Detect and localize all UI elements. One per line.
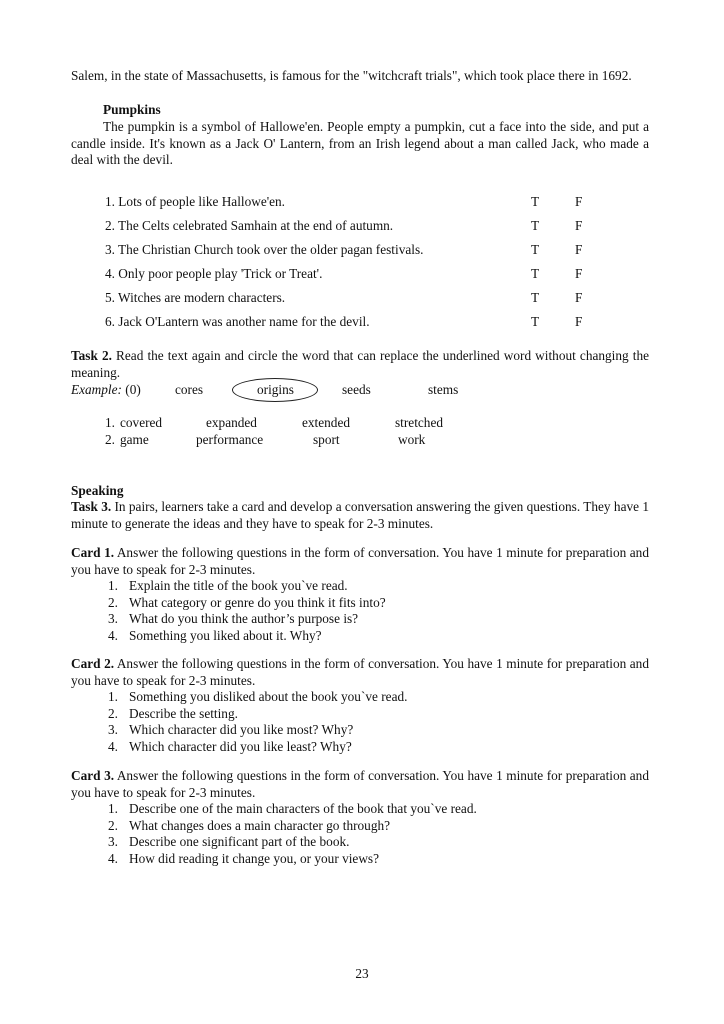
card-3 <box>71 768 649 868</box>
false-option[interactable]: F <box>575 194 583 209</box>
task3-instruction <box>71 499 649 532</box>
card-intro-text: Answer the following questions in the form of conversation. You have 1 minute for preparation and you have to speak for 2-3 minutes. <box>71 545 649 577</box>
true-option[interactable]: T <box>531 218 540 233</box>
tf-statement: 4. Only poor people play 'Trick or Treat'. <box>105 266 323 281</box>
card-question-list <box>71 578 649 644</box>
false-option[interactable]: F <box>575 218 583 233</box>
task2-option[interactable]: expanded <box>206 415 257 430</box>
tf-statement: 2. The Celts celebrated Samhain at the end of autumn. <box>105 218 394 233</box>
card-question: 3. Describe one significant part of the book. <box>108 834 350 850</box>
card-label: Card 3. <box>71 768 115 783</box>
tf-row <box>105 290 605 307</box>
task2-row-number: 1. <box>105 415 115 430</box>
false-option[interactable]: F <box>575 242 583 257</box>
task2-row-number: 2. <box>105 432 115 447</box>
card-1 <box>71 545 649 645</box>
speaking-heading <box>71 483 649 500</box>
tf-row <box>105 266 605 283</box>
task3-text: In pairs, learners take a card and develop a conversation answering the given questions. They have 1 minute to generate the ideas and they have to speak for 2-3 minutes. <box>71 499 649 531</box>
card-question: 4. Something you liked about it. Why? <box>108 627 322 643</box>
example-label: Example: (0) <box>71 382 141 397</box>
card-question: 1. Describe one of the main characters of the book that you`ve read. <box>108 801 477 817</box>
task2-option[interactable]: covered <box>120 415 163 430</box>
pumpkins-heading <box>103 102 643 119</box>
pumpkins-heading-text: Pumpkins <box>103 102 161 117</box>
false-option[interactable]: F <box>575 314 583 329</box>
task2-option[interactable]: extended <box>302 415 350 430</box>
pumpkins-text: The pumpkin is a symbol of Hallowe'en. People empty a pumpkin, cut a face into the side, and put a candle inside. It's known as a Jack O' Lantern, from an Irish legend about a man called Jack, who made a deal with the devil. <box>71 119 649 168</box>
page-number: 23 <box>355 966 369 981</box>
card-intro <box>71 768 649 801</box>
task2-option[interactable]: performance <box>196 432 264 447</box>
card-question: 2. What category or genre do you think it fits into? <box>108 594 386 610</box>
card-question: 1. Explain the title of the book you`ve read. <box>108 578 348 594</box>
card-intro-text: Answer the following questions in the form of conversation. You have 1 minute for preparation and you have to speak for 2-3 minutes. <box>71 656 649 688</box>
task2-instruction <box>71 348 649 381</box>
card-question: 3. What do you think the author’s purpose is? <box>108 611 359 627</box>
tf-statement: 5. Witches are modern characters. <box>105 290 286 305</box>
card-question: 2. What changes does a main character go through? <box>108 817 391 833</box>
card-intro-text: Answer the following questions in the form of conversation. You have 1 minute for preparation and you have to speak for 2-3 minutes. <box>71 768 649 800</box>
task2-option[interactable]: sport <box>313 432 340 447</box>
speaking-heading-text: Speaking <box>71 483 124 498</box>
example-option[interactable]: cores <box>175 382 204 397</box>
task2-option[interactable]: work <box>398 432 426 447</box>
tf-row <box>105 314 605 331</box>
true-option[interactable]: T <box>531 242 540 257</box>
tf-statement: 6. Jack O'Lantern was another name for the devil. <box>105 314 370 329</box>
example-option-circled[interactable]: origins <box>257 382 294 397</box>
example-option[interactable]: seeds <box>342 382 371 397</box>
true-option[interactable]: T <box>531 314 540 329</box>
false-option[interactable]: F <box>575 266 583 281</box>
card-label: Card 1. <box>71 545 115 560</box>
card-2 <box>71 656 649 756</box>
card-question: 4. How did reading it change you, or your views? <box>108 850 379 866</box>
task2-option[interactable]: game <box>120 432 149 447</box>
card-question: 1. Something you disliked about the book you`ve read. <box>108 689 408 705</box>
tf-row <box>105 194 605 211</box>
card-question-list <box>71 689 649 755</box>
card-intro <box>71 545 649 578</box>
card-question: 4. Which character did you like least? Why? <box>108 738 352 754</box>
example-option[interactable]: stems <box>428 382 459 397</box>
tf-statement: 1. Lots of people like Hallowe'en. <box>105 194 286 209</box>
pumpkins-paragraph <box>71 119 649 169</box>
card-label: Card 2. <box>71 656 115 671</box>
task2-label: Task 2. <box>71 348 112 363</box>
true-option[interactable]: T <box>531 290 540 305</box>
tf-row <box>105 242 605 259</box>
card-question-list <box>71 801 649 867</box>
card-question: 3. Which character did you like most? Why? <box>108 722 354 738</box>
task2-text: Read the text again and circle the word that can replace the underlined word without changing the meaning. <box>71 348 649 380</box>
tf-row <box>105 218 605 235</box>
task3-label: Task 3. <box>71 499 112 514</box>
salem-text: Salem, in the state of Massachusetts, is famous for the "witchcraft trials", which took place there in 1692. <box>71 68 632 83</box>
task2-option[interactable]: stretched <box>395 415 443 430</box>
true-option[interactable]: T <box>531 266 540 281</box>
true-option[interactable]: T <box>531 194 540 209</box>
card-intro <box>71 656 649 689</box>
false-option[interactable]: F <box>575 290 583 305</box>
salem-paragraph <box>71 68 649 85</box>
tf-statement: 3. The Christian Church took over the older pagan festivals. <box>105 242 424 257</box>
card-question: 2. Describe the setting. <box>108 705 238 721</box>
